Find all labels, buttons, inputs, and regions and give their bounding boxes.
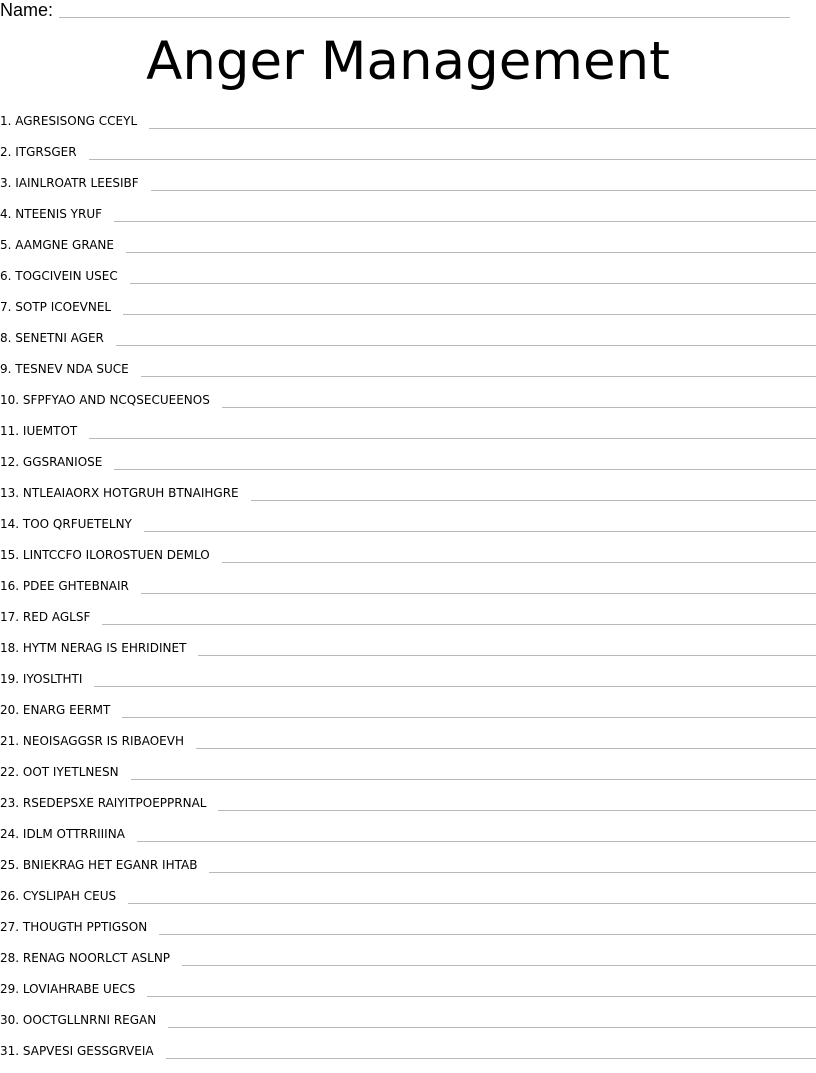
answer-line[interactable] [168, 1027, 816, 1028]
scrambled-word: 13. NTLEAIAORX HOTGRUH BTNAIHGRE [0, 486, 239, 500]
list-item [0, 267, 816, 298]
answer-line[interactable] [182, 965, 816, 966]
list-item [0, 918, 816, 949]
scrambled-word: 7. SOTP ICOEVNEL [0, 300, 112, 314]
scrambled-word: 21. NEOISAGGSR IS RIBAOEVH [0, 734, 184, 748]
list-item [0, 1042, 816, 1073]
answer-line[interactable] [196, 748, 816, 749]
list-item [0, 608, 816, 639]
list-item [0, 112, 816, 143]
scrambled-word: 11. IUEMTOT [0, 424, 78, 438]
name-label: Name: [0, 0, 54, 20]
scrambled-word: 27. THOUGTH PPTIGSON [0, 920, 148, 934]
scrambled-word: 15. LINTCCFO ILOROSTUEN DEMLO [0, 548, 210, 562]
list-item [0, 856, 816, 887]
answer-line[interactable] [218, 810, 816, 811]
list-item [0, 329, 816, 360]
name-input-line[interactable] [59, 17, 790, 18]
list-item [0, 980, 816, 1011]
answer-line[interactable] [137, 841, 816, 842]
scrambled-word: 10. SFPFYAO AND NCQSECUEENOS [0, 393, 210, 407]
scrambled-word: 3. IAINLROATR LEESIBF [0, 176, 139, 190]
answer-line[interactable] [251, 500, 816, 501]
answer-line[interactable] [89, 159, 816, 160]
answer-line[interactable] [209, 872, 816, 873]
list-item [0, 732, 816, 763]
list-item [0, 670, 816, 701]
list-item [0, 298, 816, 329]
answer-line[interactable] [114, 469, 816, 470]
scrambled-word: 14. TOO QRFUETELNY [0, 517, 132, 531]
answer-line[interactable] [144, 531, 816, 532]
list-item [0, 887, 816, 918]
scrambled-word: 24. IDLM OTTRRIIINA [0, 827, 125, 841]
answer-line[interactable] [222, 562, 816, 563]
scrambled-word: 5. AAMGNE GRANE [0, 238, 114, 252]
answer-line[interactable] [166, 1058, 816, 1059]
name-row [0, 0, 790, 20]
scrambled-word: 1. AGRESISONG CCEYL [0, 114, 138, 128]
answer-line[interactable] [131, 779, 816, 780]
list-item [0, 453, 816, 484]
list-item [0, 360, 816, 391]
scrambled-word: 2. ITGRSGER [0, 145, 77, 159]
scrambled-word: 28. RENAG NOORLCT ASLNP [0, 951, 171, 965]
scrambled-word: 23. RSEDEPSXE RAIYITPOEPPRNAL [0, 796, 207, 810]
list-item [0, 949, 816, 980]
scrambled-word: 25. BNIEKRAG HET EGANR IHTAB [0, 858, 198, 872]
answer-line[interactable] [130, 283, 816, 284]
list-item [0, 143, 816, 174]
list-item [0, 701, 816, 732]
scramble-list [0, 112, 816, 1073]
list-item [0, 1011, 816, 1042]
scrambled-word: 9. TESNEV NDA SUCE [0, 362, 129, 376]
scrambled-word: 6. TOGCIVEIN USEC [0, 269, 118, 283]
answer-line[interactable] [141, 593, 816, 594]
list-item [0, 546, 816, 577]
list-item [0, 639, 816, 670]
scrambled-word: 29. LOVIAHRABE UECS [0, 982, 136, 996]
answer-line[interactable] [159, 934, 816, 935]
list-item [0, 763, 816, 794]
scrambled-word: 17. RED AGLSF [0, 610, 91, 624]
answer-line[interactable] [222, 407, 816, 408]
list-item [0, 825, 816, 856]
scrambled-word: 12. GGSRANIOSE [0, 455, 103, 469]
scrambled-word: 19. IYOSLTHTI [0, 672, 83, 686]
list-item [0, 484, 816, 515]
answer-line[interactable] [102, 624, 816, 625]
list-item [0, 794, 816, 825]
answer-line[interactable] [141, 376, 816, 377]
answer-line[interactable] [126, 252, 816, 253]
list-item [0, 236, 816, 267]
answer-line[interactable] [114, 221, 816, 222]
answer-line[interactable] [94, 686, 816, 687]
answer-line[interactable] [149, 128, 816, 129]
answer-line[interactable] [116, 345, 816, 346]
page-title: Anger Management [146, 31, 670, 92]
answer-line[interactable] [123, 314, 816, 315]
answer-line[interactable] [89, 438, 816, 439]
scrambled-word: 31. SAPVESI GESSGRVEIA [0, 1044, 154, 1058]
answer-line[interactable] [151, 190, 816, 191]
answer-line[interactable] [147, 996, 816, 997]
scrambled-word: 22. OOT IYETLNESN [0, 765, 119, 779]
list-item [0, 422, 816, 453]
scrambled-word: 18. HYTM NERAG IS EHRIDINET [0, 641, 187, 655]
scrambled-word: 20. ENARG EERMT [0, 703, 111, 717]
scrambled-word: 8. SENETNI AGER [0, 331, 104, 345]
list-item [0, 577, 816, 608]
scrambled-word: 26. CYSLIPAH CEUS [0, 889, 117, 903]
list-item [0, 391, 816, 422]
list-item [0, 205, 816, 236]
scrambled-word: 16. PDEE GHTEBNAIR [0, 579, 129, 593]
answer-line[interactable] [198, 655, 816, 656]
list-item [0, 174, 816, 205]
list-item [0, 515, 816, 546]
scrambled-word: 4. NTEENIS YRUF [0, 207, 103, 221]
answer-line[interactable] [128, 903, 816, 904]
answer-line[interactable] [122, 717, 816, 718]
scrambled-word: 30. OOCTGLLNRNI REGAN [0, 1013, 157, 1027]
